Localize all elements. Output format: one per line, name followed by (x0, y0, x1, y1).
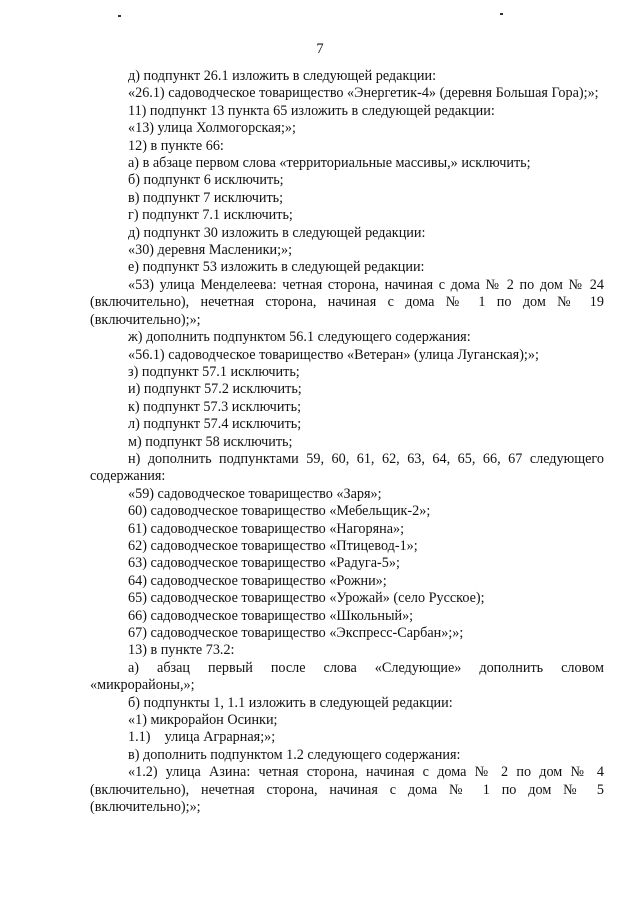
paragraph: б) подпункт 6 исключить; (128, 172, 284, 189)
paragraph: «53) улица Менделеева: четная сторона, начиная с дома № 2 по дом № 24 (включительно), нечетная сторона, начиная с дома № 1 по дом № 19 (включительно);»; (90, 276, 604, 328)
paragraph: з) подпункт 57.1 исключить; (128, 363, 300, 380)
paragraph: м) подпункт 58 исключить; (128, 433, 293, 450)
paragraph: л) подпункт 57.4 исключить; (128, 416, 302, 433)
paragraph: а) абзац первый после слова «Следующие» дополнить словом «микрорайоны,»; (90, 659, 604, 694)
paragraph: 67) садоводческое товарищество «Экспресс-Сарбан»;»; (128, 625, 464, 641)
paragraph: в) дополнить подпунктом 1.2 следующего содержания: (128, 746, 461, 763)
paragraph: 13) в пункте 73.2: (128, 642, 235, 659)
paragraph: «13) улица Холмогорская;»; (128, 120, 296, 137)
page-number: 7 (316, 41, 324, 57)
paragraph: к) подпункт 57.3 исключить; (128, 398, 302, 415)
paragraph: «1.2) улица Азина: четная сторона, начиная с дома № 2 по дом № 4 (включительно), нечетная сторона, начиная с дома № 1 по дом № 5 (включительно);»; (90, 764, 604, 816)
paragraph: е) подпункт 53 изложить в следующей редакции: (128, 259, 425, 276)
paragraph: 61) садоводческое товарищество «Нагоряна»; (128, 520, 405, 537)
paragraph: 66) садоводческое товарищество «Школьный»; (128, 607, 414, 624)
paragraph: 64) садоводческое товарищество «Рожни»; (128, 572, 387, 589)
paragraph: в) подпункт 7 исключить; (128, 189, 284, 206)
paragraph: н) дополнить подпунктами 59, 60, 61, 62, 63, 64, 65, 66, 67 следующего содержания: (90, 450, 604, 485)
paragraph: ж) дополнить подпунктом 56.1 следующего содержания: (128, 329, 471, 346)
paragraph: 62) садоводческое товарищество «Птицевод-1»; (128, 537, 418, 554)
paragraph: 65) садоводческое товарищество «Урожай» (село Русское); (128, 590, 485, 607)
paragraph: 11) подпункт 13 пункта 65 изложить в следующей редакции: (128, 102, 495, 119)
paragraph: 1.1) улица Аграрная;»; (128, 729, 276, 746)
paragraph: 63) садоводческое товарищество «Радуга-5»; (128, 555, 400, 572)
paragraph: «59) садоводческое товарищество «Заря»; (128, 485, 382, 502)
document-body (90, 68, 604, 816)
paragraph: б) подпункты 1, 1.1 изложить в следующей редакции: (128, 694, 453, 711)
paragraph: г) подпункт 7.1 исключить; (128, 207, 293, 224)
paragraph: и) подпункт 57.2 исключить; (128, 381, 302, 398)
paragraph: «1) микрорайон Осинки; (128, 712, 278, 729)
paragraph: «56.1) садоводческое товарищество «Ветеран» (улица Луганская);»; (128, 346, 539, 363)
paragraph: «30) деревня Масленики;»; (128, 242, 293, 259)
paragraph: 60) садоводческое товарищество «Мебельщик-2»; (128, 503, 431, 520)
scan-speck (118, 15, 121, 17)
paragraph: «26.1) садоводческое товарищество «Энергетик-4» (деревня Большая Гора);»; (128, 85, 599, 102)
paragraph: д) подпункт 30 изложить в следующей редакции: (128, 224, 426, 241)
scan-speck (500, 13, 503, 15)
paragraph: 12) в пункте 66: (128, 137, 224, 154)
paragraph: д) подпункт 26.1 изложить в следующей редакции: (128, 68, 437, 84)
paragraph: а) в абзаце первом слова «территориальные массивы,» исключить; (128, 155, 531, 172)
